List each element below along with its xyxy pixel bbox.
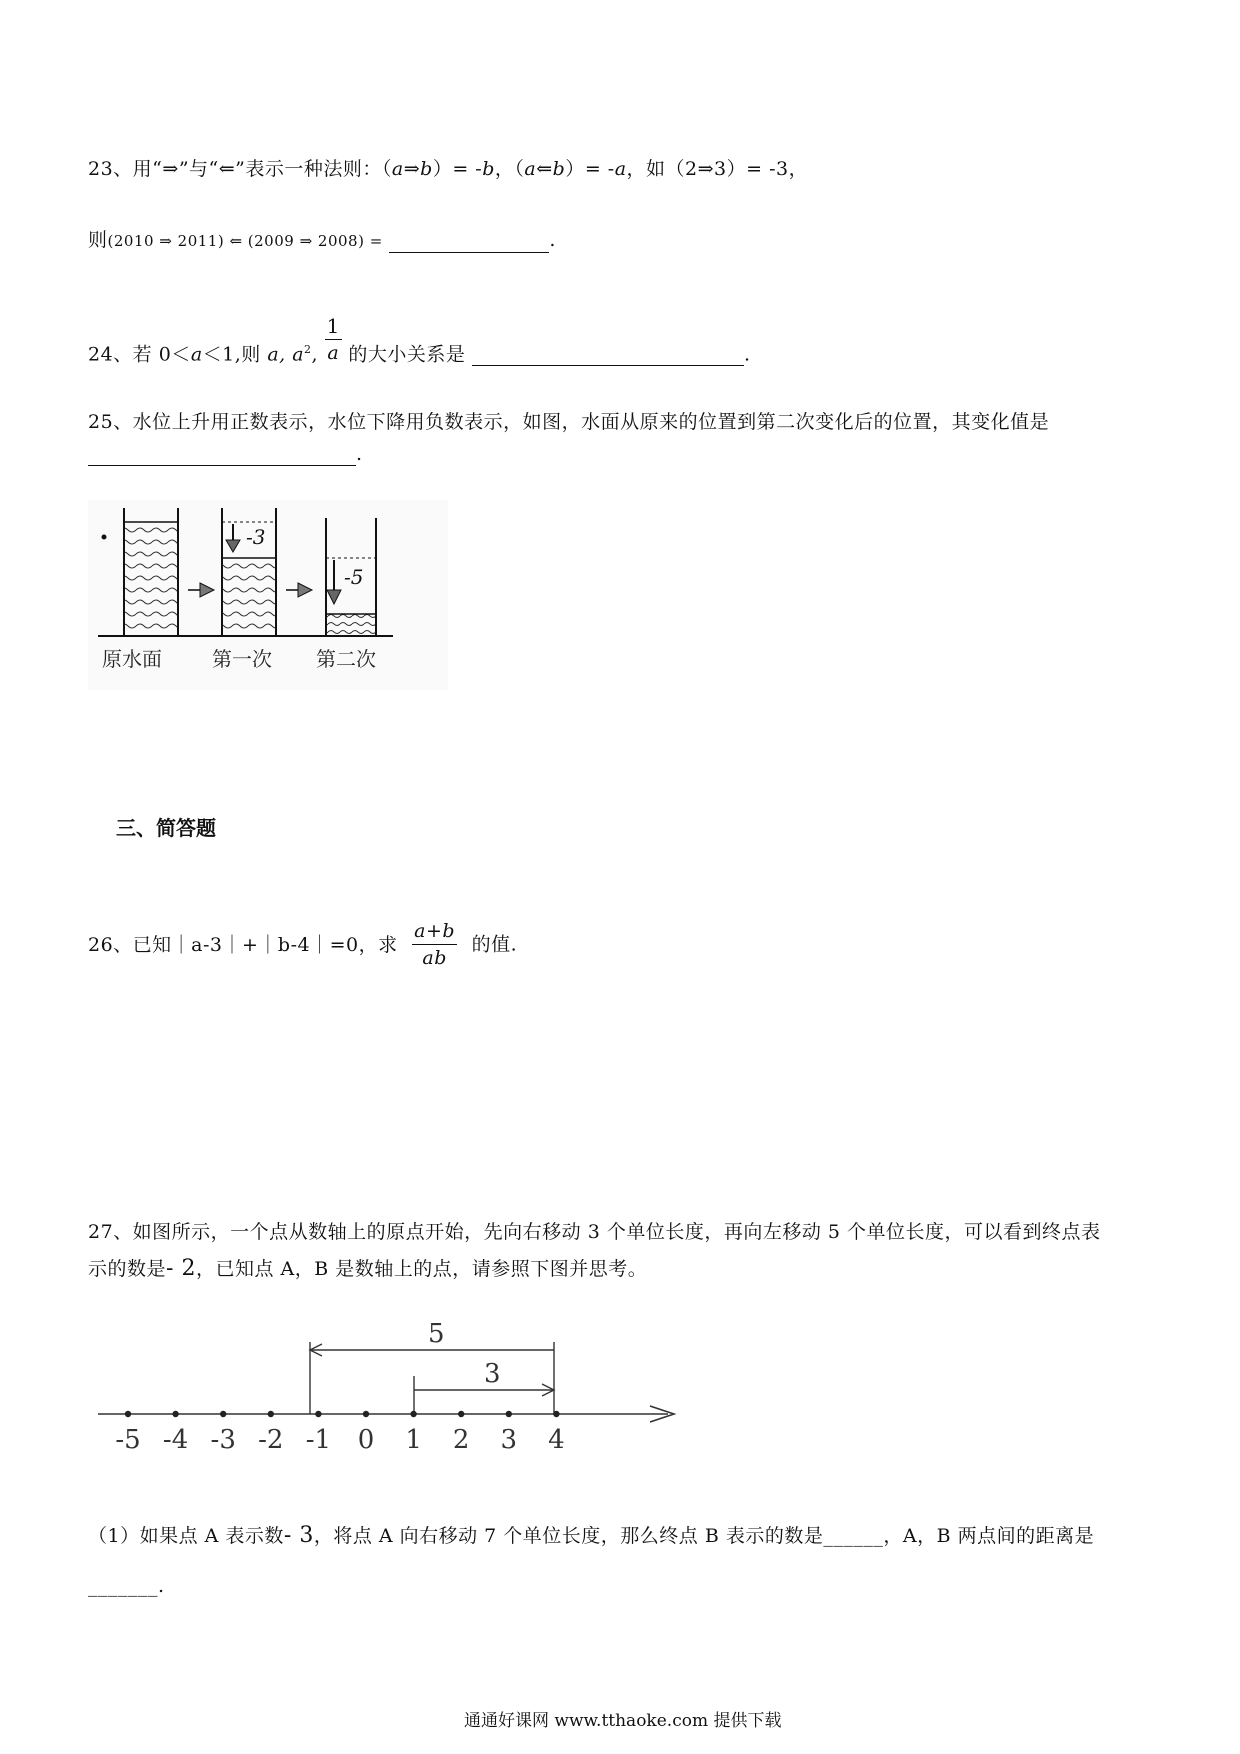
q23-end: . — [549, 229, 556, 251]
tick-point — [363, 1411, 369, 1417]
var-b: b — [420, 158, 433, 180]
q23-prefix: 23、用“ — [88, 158, 163, 180]
q24-answer-blank[interactable] — [472, 345, 744, 366]
q27-part1-line2 — [88, 1574, 165, 1598]
var-b: b — [482, 158, 495, 180]
q27-line2 — [88, 1257, 647, 1281]
tick-label: -5 — [115, 1425, 141, 1455]
change-label-1: -3 — [246, 525, 266, 549]
q24 — [88, 308, 751, 366]
q23-eq1: ）= - — [432, 158, 483, 180]
dot-marker — [102, 535, 107, 540]
q25-text: 25、水位上升用正数表示，水位下降用负数表示，如图，水面从原来的位置到第二次变化后的位置，其变化值是 — [88, 411, 1050, 433]
q24-sup: 2 — [304, 343, 312, 356]
tick-point — [553, 1411, 559, 1417]
q23-line2 — [88, 228, 556, 253]
q24-fraction — [325, 313, 342, 366]
q25-answer-blank[interactable] — [88, 449, 356, 466]
move-right-bracket — [414, 1359, 554, 1414]
q23-mid1: ”与“ — [178, 158, 219, 180]
var-a: a — [190, 343, 203, 366]
footer-text: 通通好课网 www.tthaoke.com 提供下载 — [464, 1711, 782, 1731]
tick-point — [172, 1411, 178, 1417]
var-a: a — [614, 158, 627, 180]
tick-label: 2 — [452, 1425, 470, 1455]
left-arrow-symbol: ⇐ — [218, 158, 236, 180]
q23-mid2: ”表示一种法则：（ — [235, 158, 392, 180]
label-second-change: 第二次 — [316, 647, 376, 671]
q24-frac-num: 1 — [326, 314, 340, 339]
tick-label: 3 — [500, 1425, 518, 1455]
q27-1-end: . — [158, 1575, 165, 1597]
q26-prefix: 26、已知｜a-3｜+｜b-4｜=0，求 — [88, 933, 398, 956]
q25-end: . — [356, 443, 363, 465]
tick-point — [506, 1411, 512, 1417]
q25-line1 — [88, 410, 1049, 434]
q23-expression: (2010 ⇒ 2011) ⇐ (2009 ⇒ 2008) = — [107, 232, 383, 250]
q26-suffix: 的值. — [471, 933, 518, 956]
move-left-label: 5 — [428, 1320, 445, 1349]
q27-1-prefix: （1）如果点 A 表示数 — [88, 1525, 284, 1547]
q26-frac-den: ab — [422, 947, 447, 969]
var-b: b — [552, 158, 566, 180]
q23-eq2: ）= - — [565, 158, 615, 180]
q24-suffix: 的大小关系是 — [348, 343, 466, 366]
q27-line2-suffix: ，已知点 A，B 是数轴上的点，请参照下图并思考。 — [195, 1258, 648, 1280]
var-a: a — [524, 158, 537, 180]
q27-line1-text: 27、如图所示，一个点从数轴上的原点开始，先向右移动 3 个单位长度，再向左移动 5 个单位长度，可以看到终点表 — [88, 1221, 1101, 1243]
page-footer — [464, 1706, 781, 1731]
tick-label: 1 — [405, 1425, 422, 1455]
left-arrow-symbol: ⇐ — [536, 158, 553, 180]
tick-label: -2 — [258, 1425, 284, 1455]
q23-comma1: ，（ — [494, 158, 525, 180]
q27-part1-line1 — [88, 1524, 1094, 1548]
tick-point — [220, 1411, 226, 1417]
tick-label: 0 — [357, 1425, 375, 1455]
label-first-change: 第一次 — [212, 647, 272, 671]
q27-1-blank-b[interactable]: ______ — [823, 1525, 884, 1547]
q27-line1 — [88, 1220, 1101, 1244]
q27-line2-prefix: 示的数是 — [88, 1258, 167, 1280]
q27-neg2: - 2 — [166, 1256, 196, 1281]
water-level-figure — [88, 500, 448, 690]
q27-1-neg3: - 3 — [283, 1523, 314, 1548]
tick-label: 4 — [548, 1425, 565, 1455]
tick-point — [458, 1411, 464, 1417]
q25-line2 — [88, 442, 363, 466]
q23-answer-blank[interactable] — [389, 232, 549, 253]
section-title-text: 三、简答题 — [116, 816, 216, 840]
tick-label: -4 — [162, 1425, 189, 1455]
q26-frac-num: a+b — [412, 918, 457, 945]
var-a: a — [391, 158, 404, 180]
implies-arrow-symbol: ⇒ — [403, 158, 421, 180]
number-line-figure — [88, 1320, 688, 1460]
q24-prefix: 24、若 0＜ — [88, 343, 191, 366]
move-left-bracket — [310, 1320, 554, 1414]
q26 — [88, 918, 517, 971]
q24-text — [88, 308, 318, 366]
section-title — [116, 812, 216, 841]
q24-frac-den: a — [327, 342, 340, 365]
tick-label: -1 — [305, 1425, 332, 1455]
q27-1-mid2: ，A，B 两点间的距离是 — [883, 1525, 1095, 1547]
implies-arrow-symbol: ⇒ — [162, 158, 179, 180]
number-line-ticks — [115, 1411, 564, 1455]
label-original-surface: 原水面 — [102, 647, 162, 671]
q26-fraction — [412, 918, 457, 971]
q24-end: . — [743, 343, 751, 366]
move-right-label: 3 — [484, 1359, 501, 1389]
q27-1-blank-distance[interactable]: _______ — [88, 1575, 158, 1597]
q23-line2-prefix: 则 — [88, 229, 108, 251]
tick-point — [268, 1411, 274, 1417]
tick-point — [410, 1411, 416, 1417]
q23-example: ，如（2⇒3）= -3， — [626, 158, 809, 180]
q27-1-mid: ，将点 A 向右移动 7 个单位长度，那么终点 B 表示的数是 — [313, 1525, 824, 1547]
tick-point — [125, 1411, 131, 1417]
q24-cond: ＜1,则 — [202, 343, 268, 366]
q24-comma: , — [311, 343, 319, 366]
q24-list: a, a — [267, 343, 305, 366]
change-label-2: -5 — [344, 565, 364, 589]
tick-label: -3 — [210, 1425, 236, 1455]
tick-point — [315, 1411, 321, 1417]
q23-line1 — [88, 157, 808, 181]
beaker-original — [124, 508, 178, 636]
